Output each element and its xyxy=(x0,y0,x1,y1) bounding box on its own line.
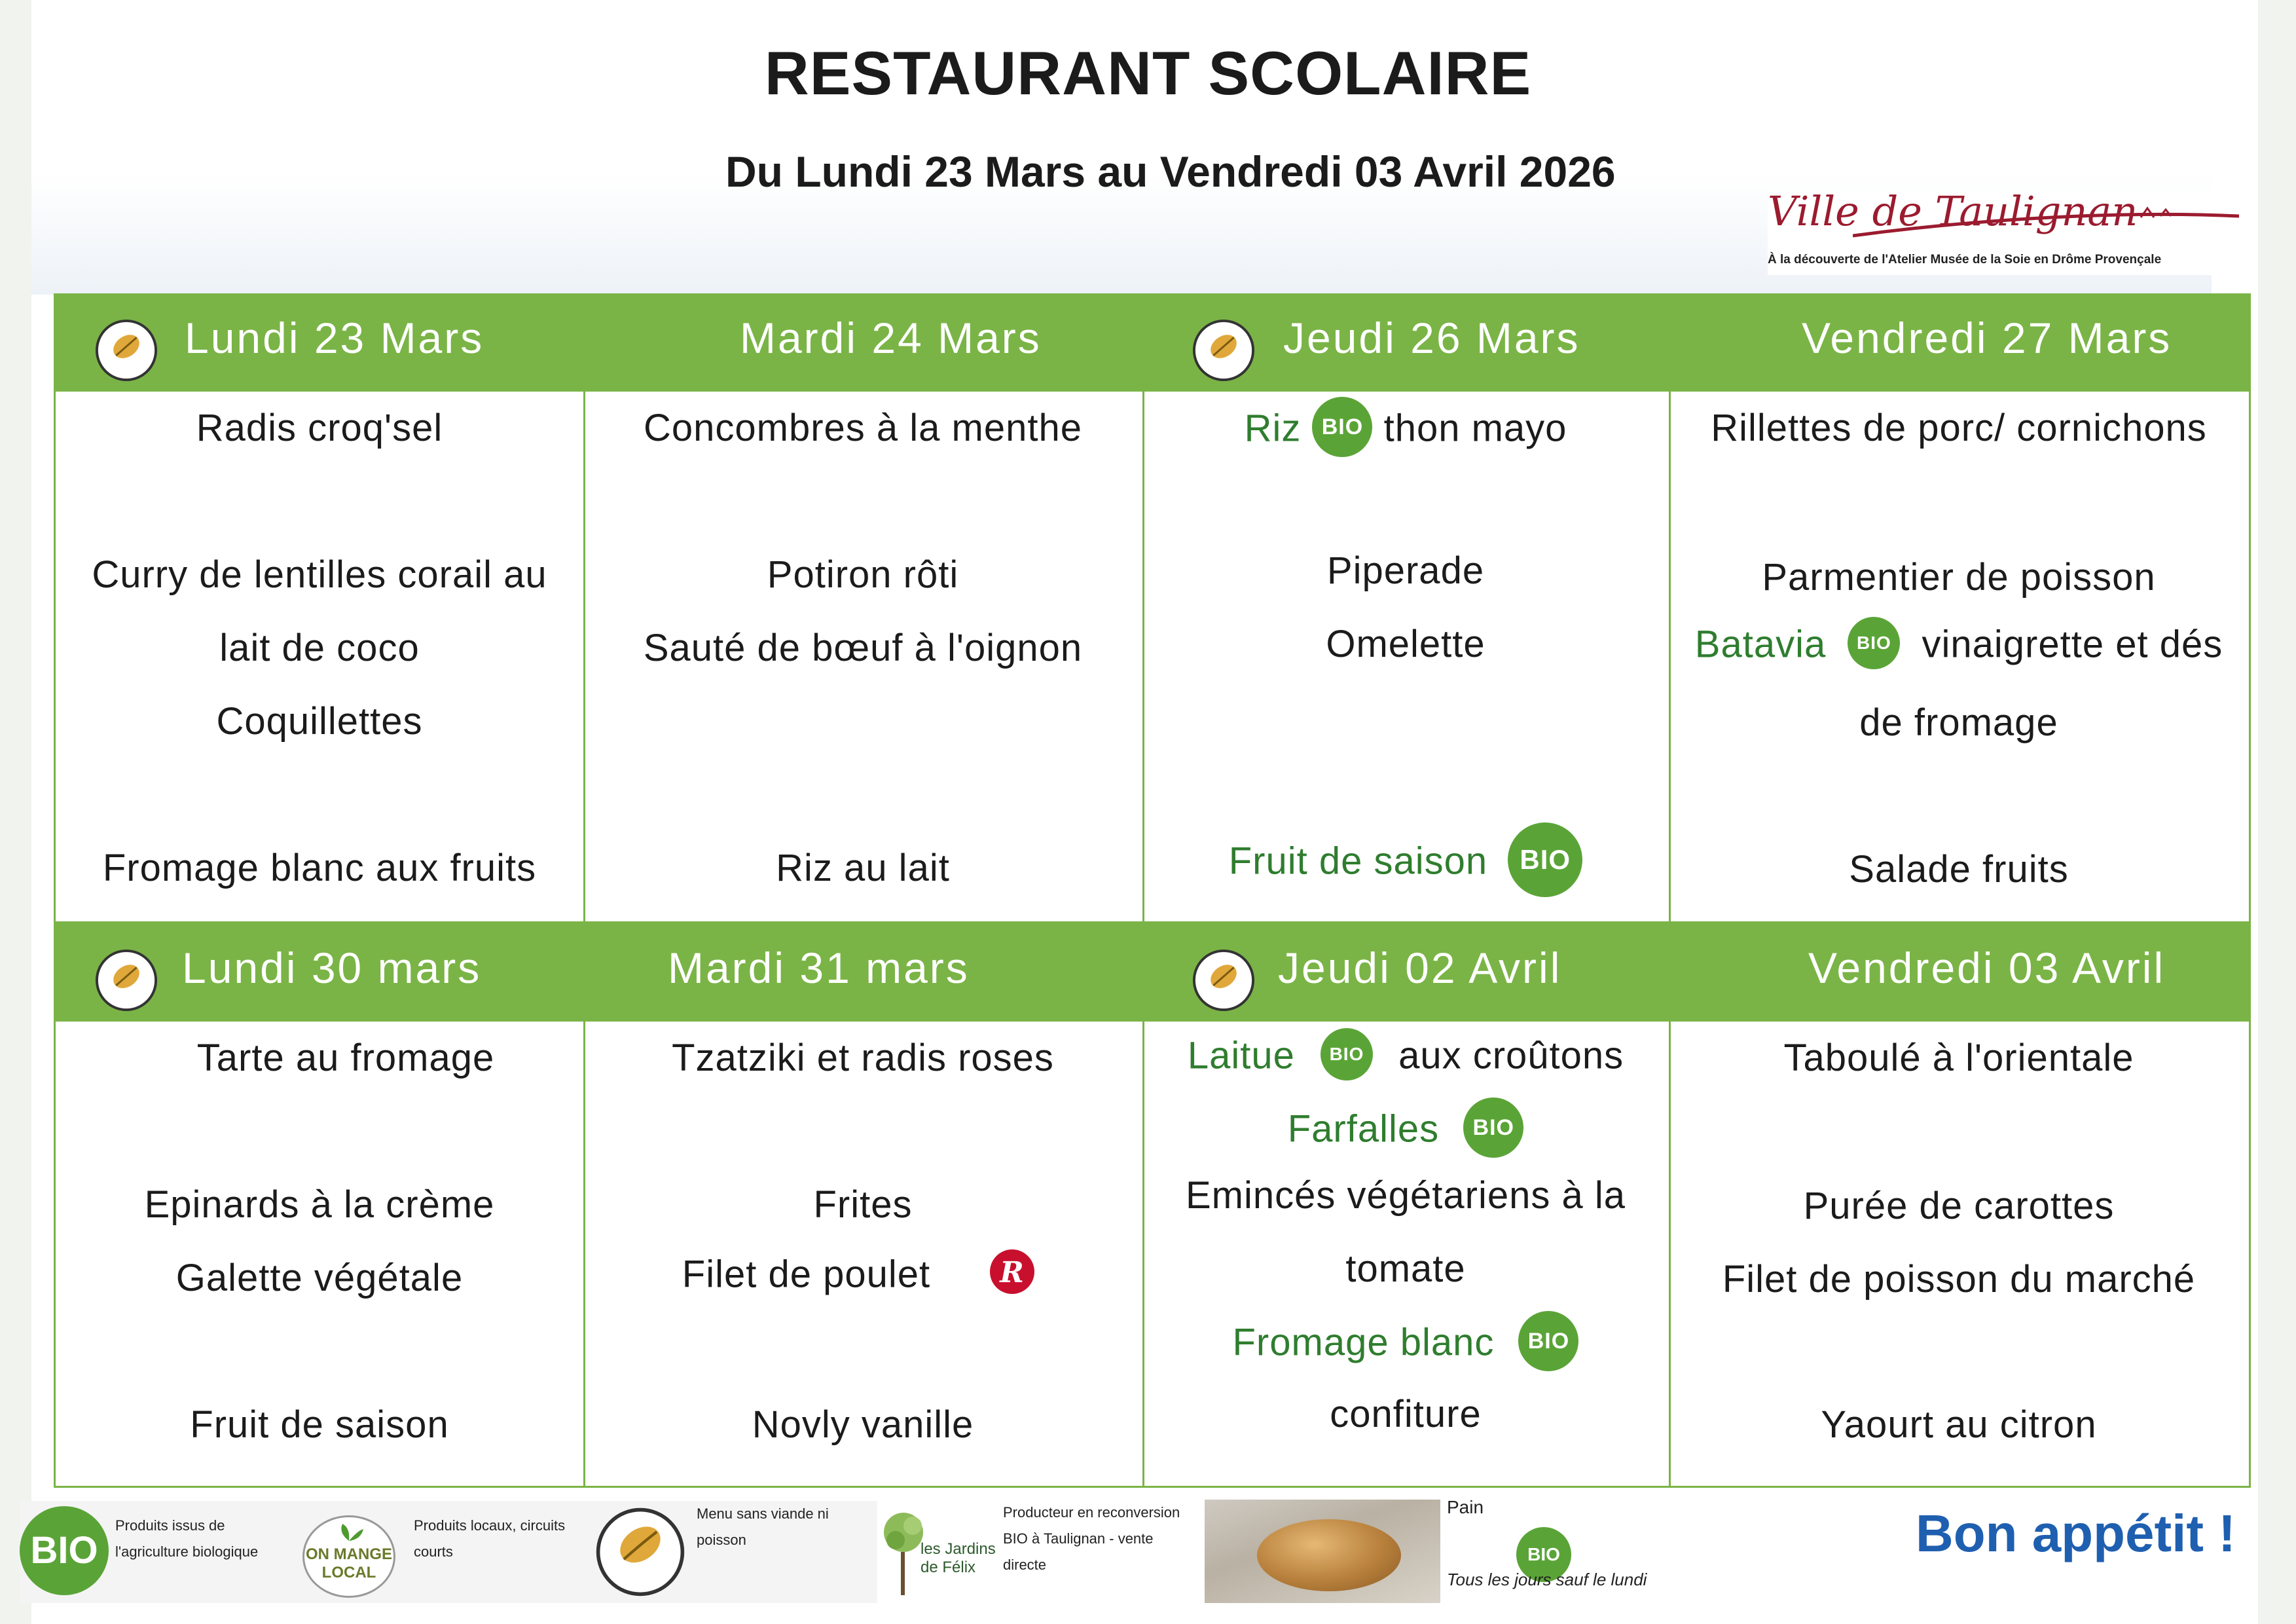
bread-photo xyxy=(1205,1500,1440,1603)
menu-salad-bio-part: Batavia xyxy=(1694,623,1827,666)
menu-main-line1: Emincés végétariens à la xyxy=(1186,1174,1626,1217)
menu-side: Piperade xyxy=(1326,549,1485,592)
menu-cell-jeudi-02 xyxy=(1142,1022,1669,1486)
page-edge-right xyxy=(2258,0,2296,1624)
jardins-name-line: de Félix xyxy=(920,1559,976,1576)
day-title: Mardi 24 Mars xyxy=(740,314,1042,362)
bon-appetit: Bon appétit ! xyxy=(1916,1504,2236,1562)
pain-note: Tous les jours sauf le lundi xyxy=(1447,1570,1647,1589)
bio-badge: BIO xyxy=(1463,1098,1523,1158)
menu-main-line1: Curry de lentilles corail au xyxy=(92,553,547,596)
vegetarian-badge-icon xyxy=(94,318,158,382)
bread-loaf-icon xyxy=(1257,1519,1401,1591)
menu-starter: Tzatziki et radis roses xyxy=(672,1037,1054,1079)
menu-side: Purée de carottes xyxy=(1803,1185,2115,1227)
vegetarian-badge-icon xyxy=(1192,318,1256,382)
menu-side: Potiron rôti xyxy=(767,553,959,596)
menu-cell-lundi-30 xyxy=(56,1022,583,1486)
day-title: Vendredi 03 Avril xyxy=(1808,944,2166,992)
leaf-icon xyxy=(329,1521,369,1542)
menu-side-label: Farfalles xyxy=(1287,1107,1440,1151)
vegetarian-legend-text xyxy=(697,1501,829,1553)
menu-cell-jeudi-26 xyxy=(1142,392,1669,921)
menu-main-label: Filet de poulet xyxy=(682,1253,931,1296)
pain-label: Pain xyxy=(1447,1497,1484,1517)
vegetarian-badge-icon xyxy=(1192,948,1256,1012)
day-title: Lundi 30 mars xyxy=(182,944,482,992)
day-title: Mardi 31 mars xyxy=(668,944,970,992)
day-title: Jeudi 26 Mars xyxy=(1283,314,1580,362)
menu-dessert: Novly vanille xyxy=(752,1403,974,1446)
producteur-legend-text xyxy=(1003,1500,1180,1578)
bio-legend-badge: BIO xyxy=(20,1506,109,1595)
week2-header-row xyxy=(54,923,2251,1022)
day-title: Jeudi 02 Avril xyxy=(1278,944,1562,992)
bio-legend-text xyxy=(115,1513,258,1565)
svg-text:R: R xyxy=(1000,1256,1025,1289)
producteur-line: directe xyxy=(1003,1557,1047,1573)
menu-main xyxy=(583,1251,1142,1303)
bio-legend-line: Produits issus de xyxy=(115,1517,225,1534)
menu-main: Omelette xyxy=(1326,623,1485,665)
menu-side: Epinards à la crème xyxy=(144,1183,495,1226)
menu-main: Filet de poisson du marché xyxy=(1722,1258,2196,1301)
menu-dessert xyxy=(1142,1315,1669,1375)
veg-legend-line: poisson xyxy=(697,1532,746,1548)
local-badge-line: ON MANGE xyxy=(306,1545,392,1563)
menu-starter-bio-part: Laitue xyxy=(1187,1034,1295,1077)
producteur-line: BIO à Taulignan - vente xyxy=(1003,1530,1154,1547)
menu-starter: Rillettes de porc/ cornichons xyxy=(1711,407,2207,449)
local-legend-line: courts xyxy=(414,1543,453,1560)
menu-side: Frites xyxy=(813,1183,913,1226)
week2-body-row xyxy=(54,1022,2251,1488)
menu-salad-line2: de fromage xyxy=(1859,701,2058,744)
bio-legend-line: l'agriculture biologique xyxy=(115,1543,259,1560)
menu-main: Galette végétale xyxy=(175,1257,464,1299)
menu-cell-vendredi-27 xyxy=(1669,392,2249,921)
menu-starter: Taboulé à l'orientale xyxy=(1783,1037,2134,1079)
page-subtitle: Du Lundi 23 Mars au Vendredi 03 Avril 2026 xyxy=(725,147,1616,196)
menu-starter: Concombres à la menthe xyxy=(644,407,1082,449)
vegetarian-badge-icon xyxy=(94,948,158,1012)
menu-starter-rest: aux croûtons xyxy=(1398,1034,1624,1077)
bio-badge: BIO xyxy=(1508,822,1582,897)
menu-starter: Radis croq'sel xyxy=(196,407,443,449)
logo-swoosh-icon xyxy=(1853,203,2239,242)
menu-main-line2: tomate xyxy=(1345,1247,1466,1290)
menu-salad xyxy=(1669,621,2249,673)
page-title: RESTAURANT SCOLAIRE xyxy=(764,39,1532,107)
menu-cell-mardi-31 xyxy=(583,1022,1142,1486)
menu-side: Coquillettes xyxy=(216,700,423,743)
producteur-line: Producteur en reconversion xyxy=(1003,1504,1180,1521)
menu-starter: Tarte au fromage xyxy=(196,1037,495,1079)
local-legend-text xyxy=(414,1513,565,1565)
on-mange-local-badge xyxy=(302,1515,395,1598)
vegetarian-legend-icon xyxy=(594,1506,686,1598)
footer-legend xyxy=(0,1493,2296,1604)
bio-badge: BIO xyxy=(1516,1527,1571,1582)
menu-dessert: Yaourt au citron xyxy=(1821,1403,2097,1446)
menu-dessert: Fromage blanc aux fruits xyxy=(102,847,537,889)
day-title: Lundi 23 Mars xyxy=(185,314,484,362)
menu-main: Sauté de bœuf à l'oignon xyxy=(643,627,1083,669)
menu-dessert-line2: confiture xyxy=(1330,1393,1482,1435)
page-edge-left xyxy=(0,0,31,1624)
veg-legend-line: Menu sans viande ni xyxy=(697,1505,829,1522)
menu-starter-rest: thon mayo xyxy=(1383,407,1567,450)
jardins-name xyxy=(920,1540,996,1577)
menu-cell-vendredi-03 xyxy=(1669,1022,2249,1486)
week1-header-row xyxy=(54,293,2251,392)
menu-dessert: Fruit de saison xyxy=(190,1403,449,1446)
bio-badge: BIO xyxy=(1312,397,1372,457)
menu-dessert: Salade fruits xyxy=(1849,848,2069,891)
menu-main-line2: lait de coco xyxy=(219,627,420,669)
jardins-name-line: les Jardins xyxy=(920,1540,996,1558)
menu-dessert xyxy=(1142,826,1669,901)
menu-cell-mardi-24 xyxy=(583,392,1142,921)
menu-dessert: Riz au lait xyxy=(776,847,950,889)
menu-starter xyxy=(1142,1032,1669,1084)
menu-cell-lundi-23 xyxy=(56,392,583,921)
day-title: Vendredi 27 Mars xyxy=(1802,314,2172,362)
local-badge-line: LOCAL xyxy=(321,1564,376,1581)
menu-starter xyxy=(1142,401,1669,461)
label-rouge-icon xyxy=(981,1246,1044,1298)
bio-badge: BIO xyxy=(1321,1028,1373,1080)
menu-salad-rest: vinaigrette et dés xyxy=(1922,623,2223,666)
week1-body-row xyxy=(54,392,2251,923)
menu-side xyxy=(1142,1101,1669,1162)
town-logo-name: Ville de Taulignan xyxy=(1768,187,2138,235)
menu-dessert-label: Fruit de saison xyxy=(1228,840,1488,883)
bio-badge: BIO xyxy=(1848,617,1900,669)
bio-badge: BIO xyxy=(1518,1311,1578,1371)
town-logo xyxy=(1768,187,2239,275)
town-logo-tagline: À la découverte de l'Atelier Musée de la Soie en Drôme Provençale xyxy=(1768,253,2162,267)
menu-dessert-label: Fromage blanc xyxy=(1232,1321,1495,1364)
menu-main: Parmentier de poisson xyxy=(1762,556,2156,599)
local-legend-line: Produits locaux, circuits xyxy=(414,1517,566,1534)
menu-starter-bio-part: Riz xyxy=(1244,407,1302,450)
